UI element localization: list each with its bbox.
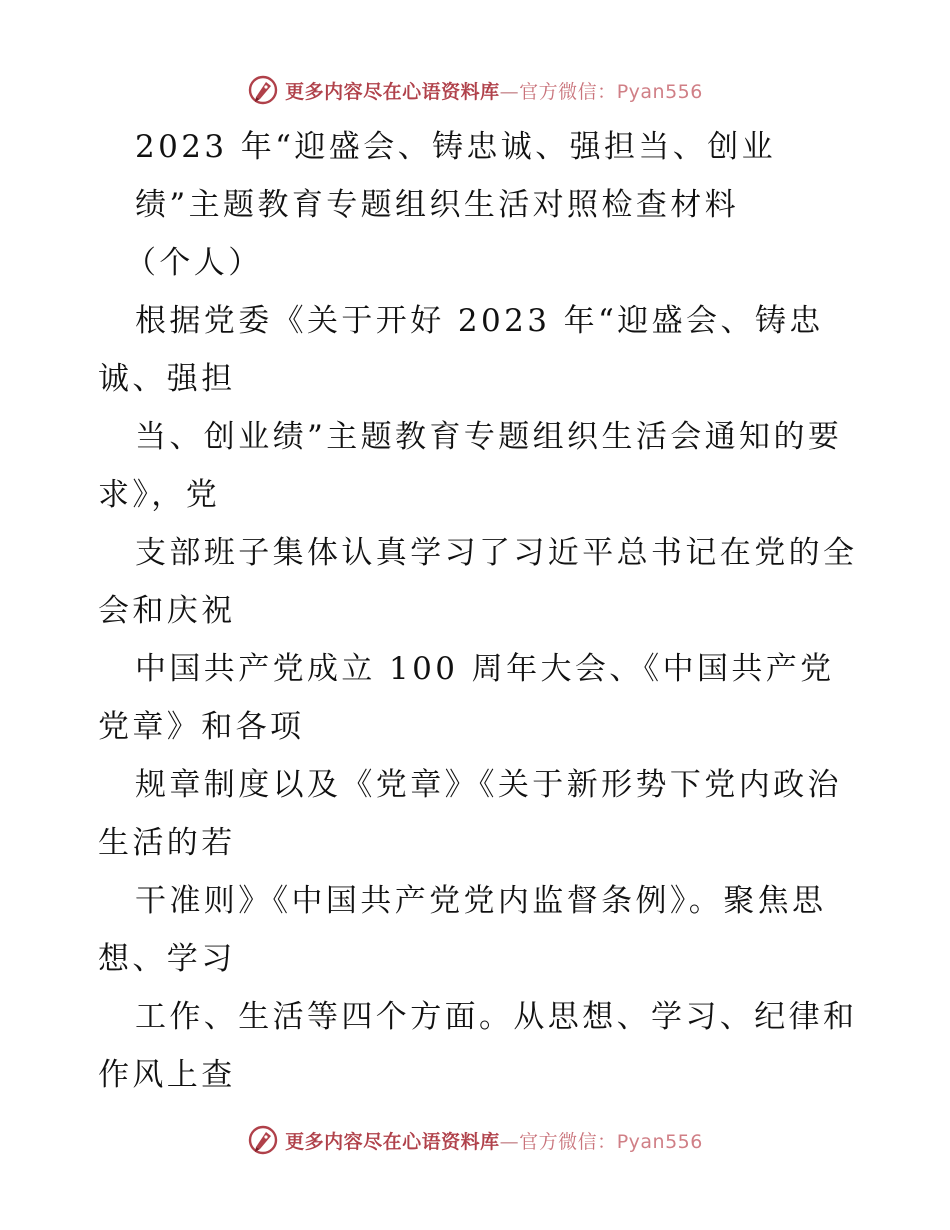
watermark-main: 更多内容尽在心语资料库 (285, 1130, 500, 1153)
body-line-7: 中国共产党成立 100 周年大会、《中国共产党 (135, 651, 835, 687)
watermark-main: 更多内容尽在心语资料库 (285, 80, 500, 103)
body-line-3: 当、创业绩”主题教育专题组织生活会通知的要 (135, 419, 843, 455)
body-line-12: 想、学习 (98, 941, 236, 977)
watermark-dash: — (499, 80, 520, 103)
title-line-2: 绩”主题教育专题组织生活对照检查材料 (135, 187, 740, 223)
body-line-9: 规章制度以及《党章》《关于新形势下党内政治 (135, 767, 842, 803)
title-line-3: （个人） (125, 245, 263, 281)
body-line-11: 干准则》《中国共产党党内监督条例》。聚焦思 (135, 883, 827, 919)
watermark-wechat-id: Pyan556 (616, 1130, 703, 1153)
body-line-5: 支部班子集体认真学习了习近平总书记在党的全 (135, 535, 858, 571)
pen-nib-circle-icon (247, 1124, 279, 1156)
body-line-10: 生活的若 (98, 825, 236, 861)
body-line-1: 根据党委《关于开好 2023 年“迎盛会、铸忠 (135, 303, 824, 339)
body-line-8: 党章》和各项 (98, 709, 305, 745)
title-line-1: 2023 年“迎盛会、铸忠诚、强担当、创业 (135, 129, 776, 165)
body-line-13: 工作、生活等四个方面。从思想、学习、纪律和 (135, 999, 858, 1035)
body-line-14: 作风上查 (98, 1057, 236, 1093)
body-line-6: 会和庆祝 (98, 593, 236, 629)
watermark-wechat-label: 官方微信： (519, 1130, 617, 1153)
watermark-wechat-id: Pyan556 (616, 80, 703, 103)
watermark-wechat-label: 官方微信： (519, 80, 617, 103)
watermark-text (285, 1127, 703, 1154)
body-line-2: 诚、强担 (98, 361, 236, 397)
footer-watermark (0, 1120, 950, 1160)
watermark-dash: — (499, 1130, 520, 1153)
body-line-4: 求》，党 (98, 477, 221, 513)
